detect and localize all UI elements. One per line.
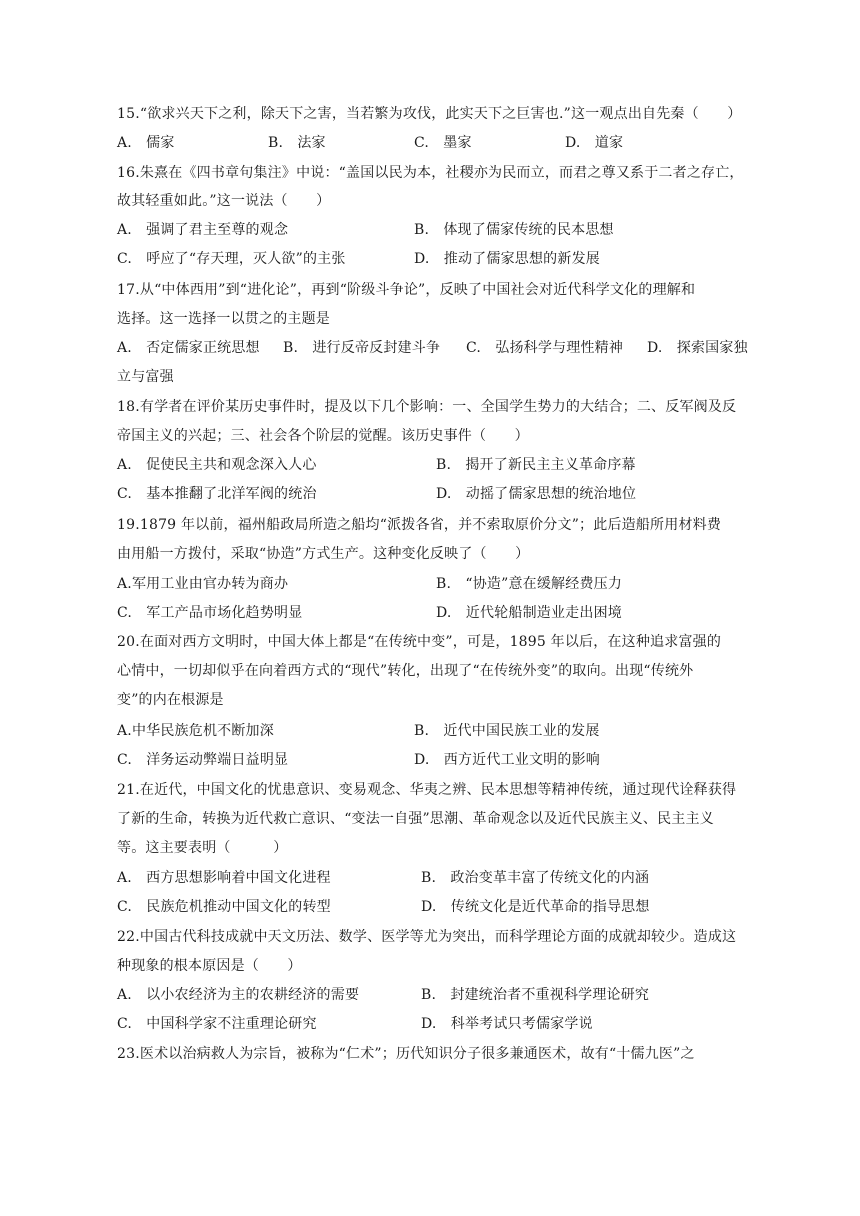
- option-b: B. 近代中国民族工业的发展: [414, 723, 600, 739]
- option-b: B. 进行反帝反封建斗争: [283, 340, 441, 356]
- question-stem: 18.有学者在评价某历史事件时，提及以下几个影响：一、全国学生势力的大结合；二、反军阀及反: [117, 399, 737, 415]
- option-b: B. 政治变革丰富了传统文化的内涵: [421, 870, 650, 886]
- option-c: C. 基本推翻了北洋军阀的统治: [117, 486, 317, 502]
- option-a: A. 强调了君主至尊的观念: [117, 222, 289, 238]
- option-d: D. 动摇了儒家思想的统治地位: [436, 486, 637, 502]
- option-d: D. 近代轮船制造业走出困境: [436, 605, 622, 621]
- option-c: C. 洋务运动弊端日益明显: [117, 752, 289, 768]
- option-d: D. 推动了儒家思想的新发展: [414, 251, 600, 267]
- question-stem: 19.1879 年以前，福州船政局所造之船均“派拨各省，并不索取原价分文”；此后造船所用材料费: [117, 517, 722, 533]
- option-b: B. 封建统治者不重视科学理论研究: [421, 987, 650, 1003]
- option-b: B. 体现了儒家传统的民本思想: [414, 222, 614, 238]
- question-stem: 21.在近代，中国文化的忧患意识、变易观念、华夷之辨、民本思想等精神传统，通过现代诠释获得: [117, 782, 737, 798]
- option-c: C. 呼应了“存天理，灭人欲”的主张: [117, 251, 346, 267]
- question-stem: 16.朱熹在《四书章句集注》中说：“盖国以民为本，社稷亦为民而立，而君之尊又系于二者之存亡，: [117, 165, 744, 181]
- option-a: A. 儒家: [117, 135, 175, 151]
- question-stem-cont: 变”的内在根源是: [117, 692, 224, 708]
- option-c: C. 墨家: [414, 135, 472, 151]
- question-stem: 17.从“中体西用”到“进化论”，再到“阶级斗争论”，反映了中国社会对近代科学文化的理解和: [117, 282, 696, 298]
- question-stem: 23.医术以治病救人为宗旨，被称为“仁术”；历代知识分子很多兼通医术，故有“十儒九医”之: [117, 1046, 695, 1062]
- option-a: A.军用工业由官办转为商办: [117, 576, 289, 592]
- option-c: C. 中国科学家不注重理论研究: [117, 1016, 317, 1032]
- question-stem-cont: 选择。这一选择一以贯之的主题是: [117, 311, 330, 327]
- question-stem: 22.中国古代科技成就中天文历法、数学、医学等尤为突出，而科学理论方面的成就却较少。造成这: [117, 929, 737, 945]
- option-b: B. 法家: [268, 135, 326, 151]
- option-d-cont: 立与富强: [117, 369, 174, 385]
- question-stem-cont: 帝国主义的兴起；三、社会各个阶层的觉醒。该历史事件（ ）: [117, 428, 529, 444]
- option-d: D. 道家: [565, 135, 624, 151]
- option-d: D. 科举考试只考儒家学说: [421, 1016, 593, 1032]
- option-a: A. 促使民主共和观念深入人心: [117, 457, 317, 473]
- question-stem: 15.“欲求兴天下之利，除天下之害，当若繁为攻伐，此实天下之巨害也.”这一观点出自先秦（ ）: [117, 106, 742, 122]
- option-b: B. 揭开了新民主主义革命序幕: [436, 457, 636, 473]
- option-d: D. 探索国家独: [647, 340, 748, 356]
- option-a: A. 以小农经济为主的农耕经济的需要: [117, 987, 360, 1003]
- question-stem-cont: 种现象的根本原因是（ ）: [117, 958, 302, 974]
- option-a: A.中华民族危机不断加深: [117, 723, 274, 739]
- option-d: D. 西方近代工业文明的影响: [414, 752, 600, 768]
- question-stem-cont: 等。这主要表明（ ）: [117, 840, 288, 856]
- question-stem-cont: 由用船一方拨付，采取“协造”方式生产。这种变化反映了（ ）: [117, 546, 530, 562]
- option-a: A. 西方思想影响着中国文化进程: [117, 870, 331, 886]
- option-c: C. 军工产品市场化趋势明显: [117, 605, 303, 621]
- option-b: B. “协造”意在缓解经费压力: [436, 576, 623, 592]
- option-a: A. 否定儒家正统思想: [117, 340, 260, 356]
- question-stem-cont: 了新的生命，转换为近代救亡意识、“变法一自强”思潮、革命观念以及近代民族主义、民主主义: [117, 811, 714, 827]
- option-d: D. 传统文化是近代革命的指导思想: [421, 899, 650, 915]
- question-stem-cont: 故其轻重如此。”这一说法（ ）: [117, 193, 331, 209]
- question-stem: 20.在面对西方文明时，中国大体上都是“在传统中变”，可是，1895 年以后，在这种追求富强的: [117, 634, 722, 650]
- question-stem-cont: 心情中，一切却似乎在向着西方式的“现代”转化，出现了“在传统外变”的取向。出现“传统外: [117, 663, 694, 679]
- option-c: C. 民族危机推动中国文化的转型: [117, 899, 331, 915]
- option-c: C. 弘扬科学与理性精神: [466, 340, 624, 356]
